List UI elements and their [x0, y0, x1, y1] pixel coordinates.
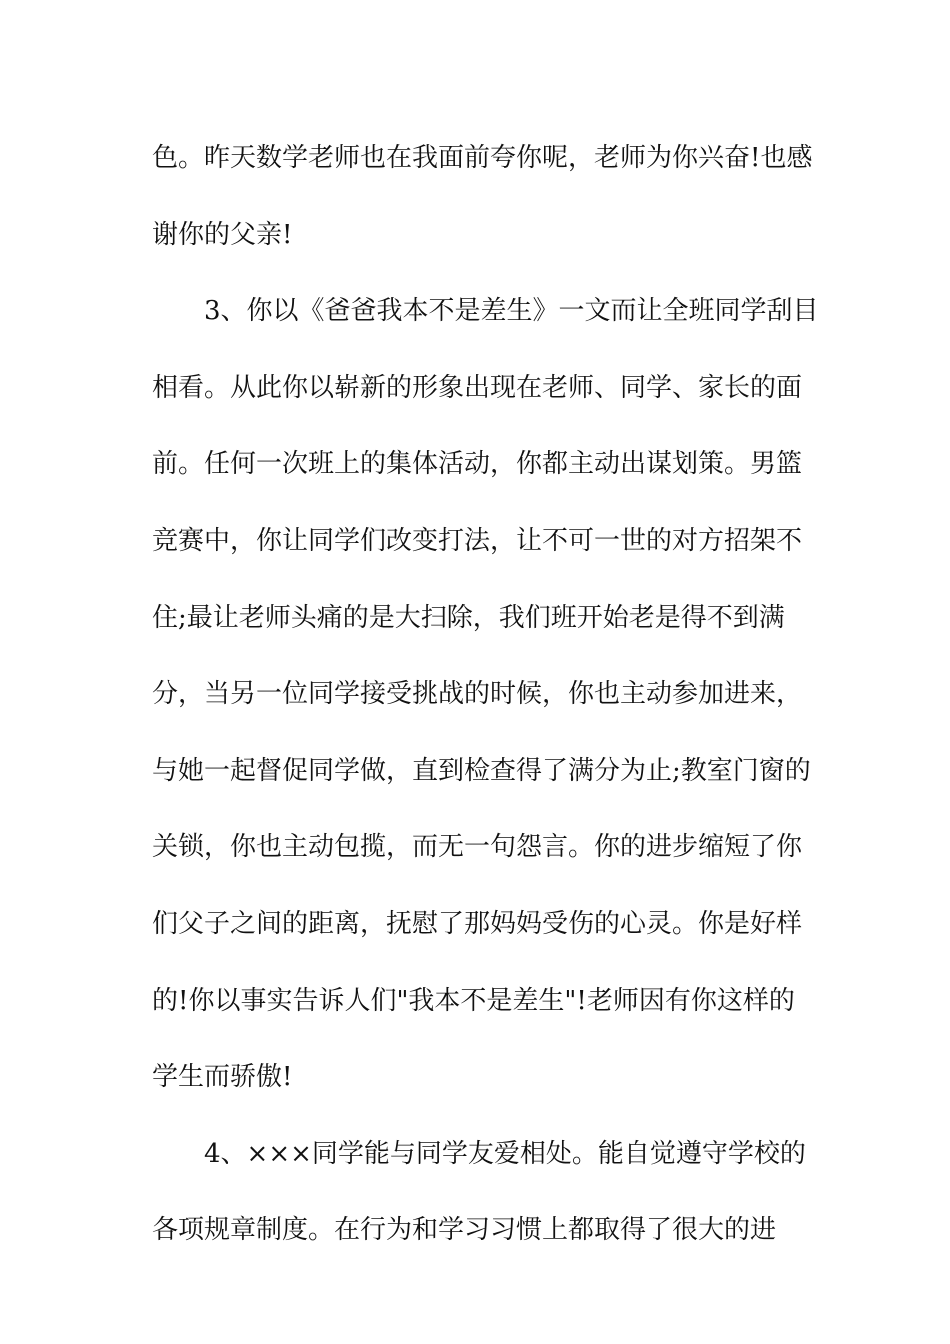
- text-line: 前。任何一次班上的集体活动，你都主动出谋划策。男篮: [152, 449, 803, 480]
- paragraph-start-line: 3、你以《爸爸我本不是差生》一文而让全班同学刮目: [204, 296, 819, 327]
- text-line: 谢你的父亲!: [152, 219, 293, 250]
- text-line: 相看。从此你以崭新的形象出现在老师、同学、家长的面: [152, 372, 803, 403]
- text-line: 关锁，你也主动包揽，而无一句怨言。你的进步缩短了你: [152, 832, 803, 863]
- text-line: 与她一起督促同学做，直到检查得了满分为止;教室门窗的: [152, 755, 811, 786]
- body-text: [152, 126, 819, 1275]
- text-line: 各项规章制度。在行为和学习习惯上都取得了很大的进: [152, 1215, 777, 1246]
- paragraph-start-line: 4、×××同学能与同学友爱相处。能自觉遵守学校的: [204, 1138, 806, 1169]
- text-line: 色。昨天数学老师也在我面前夸你呢，老师为你兴奋!也感: [152, 143, 813, 173]
- text-line: 竞赛中，你让同学们改变打法，让不可一世的对方招架不: [152, 525, 803, 556]
- text-line: 的!你以事实告诉人们"我本不是差生"!老师因有你这样的: [152, 985, 795, 1016]
- text-line: 分，当另一位同学接受挑战的时候，你也主动参加进来，: [152, 679, 803, 710]
- text-line: 住;最让老师头痛的是大扫除，我们班开始老是得不到满: [152, 602, 785, 633]
- text-line: 们父子之间的距离，抚慰了那妈妈受伤的心灵。你是好样: [152, 908, 803, 939]
- text-line: 学生而骄傲!: [152, 1062, 293, 1093]
